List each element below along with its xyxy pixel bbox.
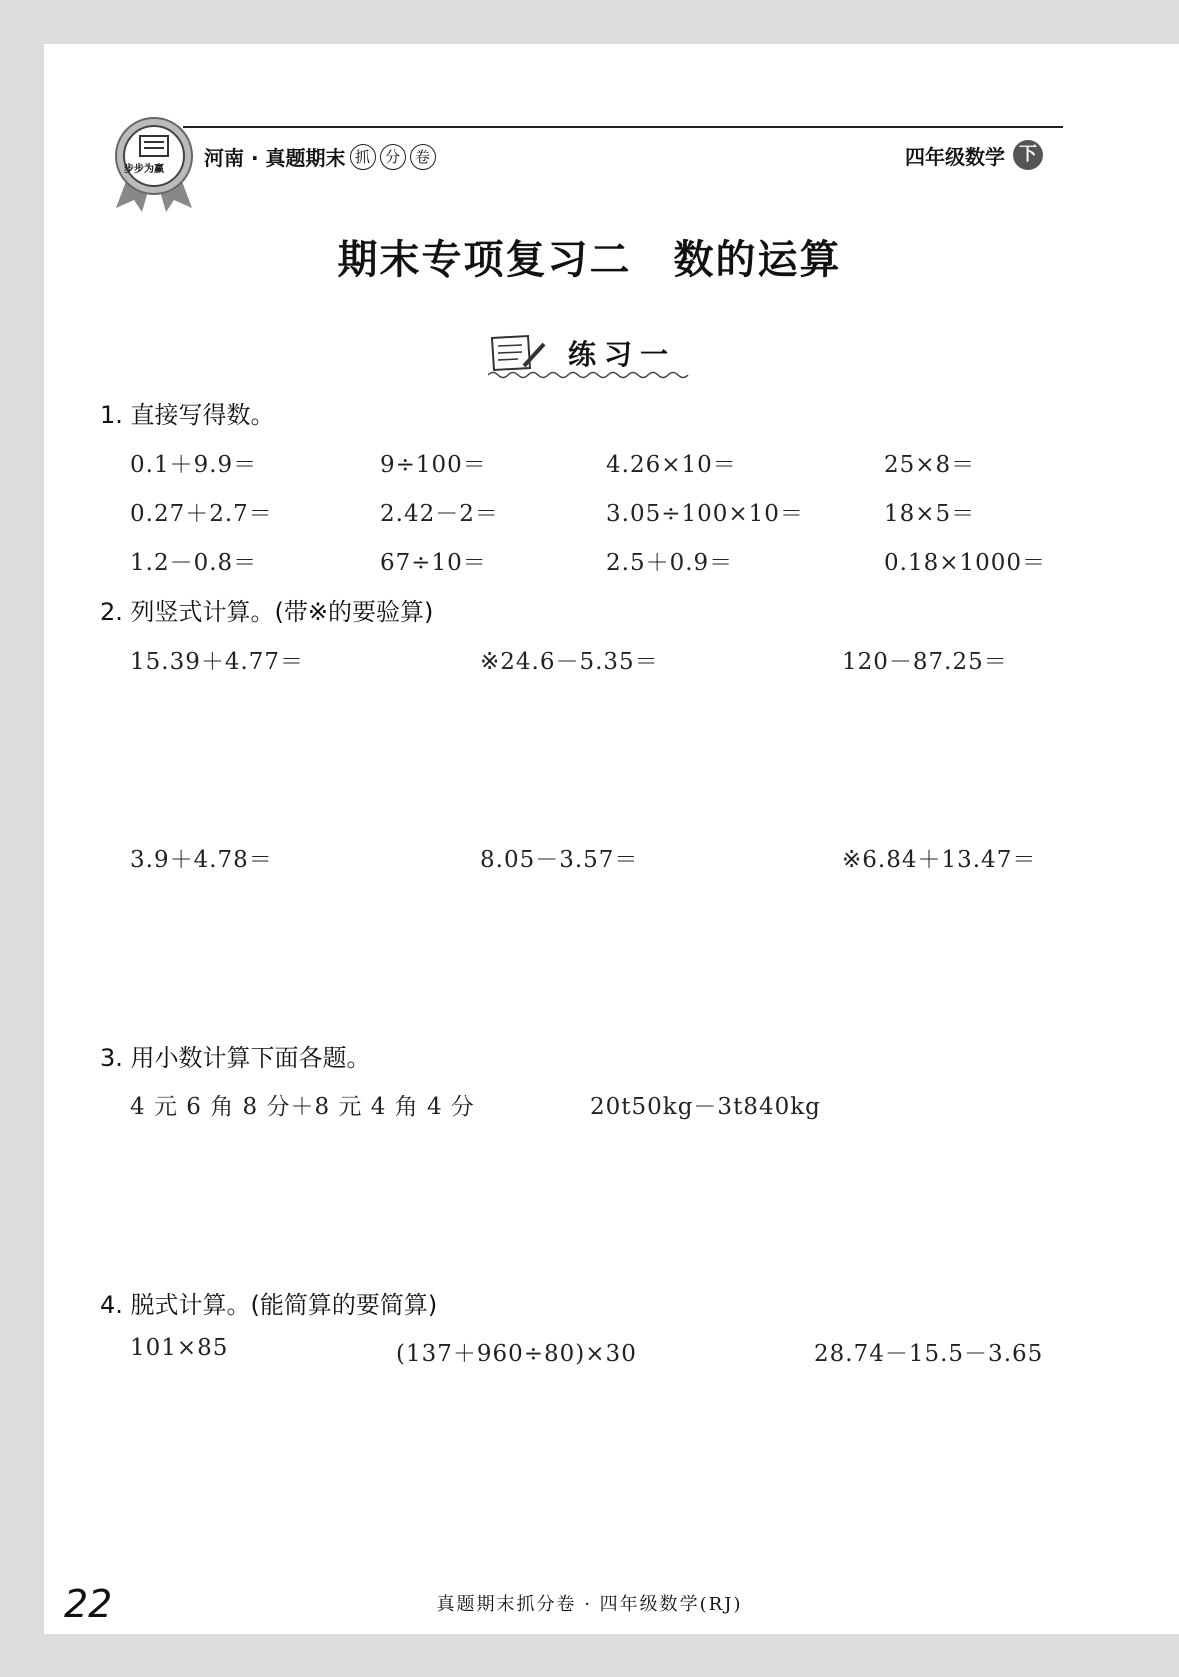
q2-expression: 8.05－3.57＝ <box>480 847 639 873</box>
header-rule <box>183 126 1063 128</box>
q1-expression: 0.1＋9.9＝ <box>130 452 258 478</box>
badge-text: 步步为赢 <box>124 164 164 175</box>
wavy-underline <box>488 370 690 380</box>
question-2-heading: 2. 列竖式计算。(带※的要验算) <box>100 598 434 626</box>
header-series-title <box>204 142 436 171</box>
q1-expression: 1.2－0.8＝ <box>130 550 258 576</box>
q4-expression: 101×85 <box>130 1335 229 1361</box>
q2-expression: 15.39＋4.77＝ <box>130 649 305 675</box>
notebook-pencil-icon <box>488 334 548 372</box>
q2-expression: 3.9＋4.78＝ <box>130 847 273 873</box>
q1-expression: 2.42－2＝ <box>380 501 499 527</box>
page-number: 22 <box>64 1582 113 1626</box>
volume-badge: 下 <box>1013 140 1043 170</box>
circled-char: 分 <box>380 144 406 170</box>
q1-expression: 2.5＋0.9＝ <box>606 550 734 576</box>
section-label: 练习一 <box>568 338 677 371</box>
q1-expression: 0.18×1000＝ <box>884 550 1047 576</box>
question-4-heading: 4. 脱式计算。(能简算的要简算) <box>100 1291 438 1319</box>
q1-expression: 67÷10＝ <box>380 550 487 576</box>
q2-expression: ※6.84＋13.47＝ <box>842 847 1037 873</box>
header-prefix: 河南 · 真题期末 <box>204 146 346 170</box>
question-1-heading: 1. 直接写得数。 <box>100 401 275 429</box>
grade-subject: 四年级数学 <box>905 144 1005 169</box>
q1-expression: 18×5＝ <box>884 501 976 527</box>
q3-expression: 4 元 6 角 8 分＋8 元 4 角 4 分 <box>130 1094 475 1120</box>
circled-char: 卷 <box>410 144 436 170</box>
q1-expression: 9÷100＝ <box>380 452 487 478</box>
section-heading <box>488 333 676 373</box>
q4-expression: 28.74－15.5－3.65 <box>814 1341 1044 1367</box>
q1-expression: 0.27＋2.7＝ <box>130 501 273 527</box>
q1-expression: 4.26×10＝ <box>606 452 737 478</box>
q3-expression: 20t50kg－3t840kg <box>590 1094 821 1120</box>
q1-expression: 3.05÷100×10＝ <box>606 501 804 527</box>
q1-expression: 25×8＝ <box>884 452 976 478</box>
footer-text: 真题期末抓分卷 · 四年级数学(RJ) <box>436 1594 743 1615</box>
page-title: 期末专项复习二 数的运算 <box>337 237 842 283</box>
header-grade <box>905 140 1043 170</box>
q4-expression: (137＋960÷80)×30 <box>396 1341 637 1367</box>
circled-char: 抓 <box>350 144 376 170</box>
question-3-heading: 3. 用小数计算下面各题。 <box>100 1044 371 1072</box>
q2-expression: ※24.6－5.35＝ <box>480 649 659 675</box>
q2-expression: 120－87.25＝ <box>842 649 1008 675</box>
